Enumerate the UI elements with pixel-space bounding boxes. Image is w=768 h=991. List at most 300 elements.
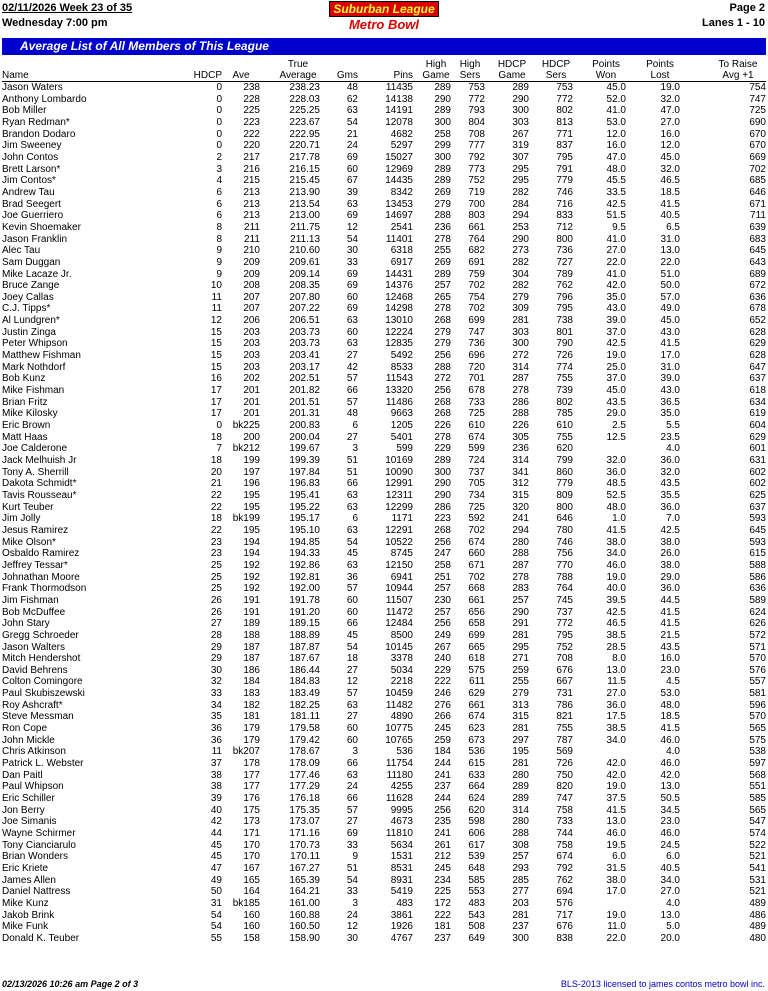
cell-hdcp-sers: 674 [556, 851, 573, 863]
cell-pins: 536 [396, 746, 413, 758]
table-row [2, 886, 766, 898]
cell-true-average: 160.50 [289, 921, 320, 933]
cell-points-lost: 23.0 [660, 816, 680, 828]
cell-points-won: 19.0 [606, 909, 626, 921]
cell-high-sers: 656 [468, 606, 485, 618]
cell-hdcp-game: 315 [512, 711, 529, 723]
table-row [2, 478, 766, 490]
cell-points-won: 11.5 [607, 676, 626, 688]
cell-name: Colton Comingore [2, 676, 83, 688]
cell-high-sers: 649 [468, 932, 485, 944]
table-row [2, 642, 766, 654]
cell-true-average: 200.83 [289, 420, 320, 432]
cell-gms: 54 [346, 233, 358, 245]
cell-high-sers: 618 [468, 653, 485, 665]
cell-hdcp-game: 195 [512, 746, 529, 758]
cell-high-game: 272 [434, 373, 451, 385]
cell-pins: 15027 [385, 151, 413, 163]
cell-to-raise-avg: 631 [749, 455, 766, 466]
cell-high-sers: 623 [468, 723, 485, 735]
cell-name: Kevin Shoemaker [2, 221, 81, 233]
cell-gms: 24 [346, 909, 358, 921]
cell-high-game: 279 [434, 326, 451, 338]
cell-hdcp-sers: 786 [556, 699, 573, 711]
cell-hdcp-game: 288 [512, 408, 529, 420]
cell-ave: 215 [243, 175, 260, 187]
cell-gms: 54 [346, 116, 358, 128]
cell-high-game: 241 [434, 828, 451, 839]
cell-hdcp: 11 [211, 291, 222, 303]
cell-to-raise-avg: 571 [749, 641, 766, 653]
cell-ave: 192 [243, 559, 260, 571]
col-header-high-game-label: High Game [422, 59, 450, 81]
cell-name: Mark Nothdorf [2, 361, 66, 373]
cell-points-won: 13.0 [606, 664, 626, 676]
cell-hdcp-game: 281 [512, 629, 529, 641]
report-date-week: 02/11/2026 Week 23 of 35 [2, 2, 133, 14]
cell-gms: 24 [346, 140, 358, 152]
cell-pins: 8531 [390, 862, 413, 874]
cell-hdcp-game: 277 [512, 886, 529, 898]
cell-points-lost: 38.0 [660, 559, 680, 571]
cell-hdcp-game: 315 [512, 489, 529, 501]
cell-points-won: 39.0 [606, 315, 626, 327]
cell-name: Frank Thormodson [2, 583, 87, 595]
cell-true-average: 200.04 [289, 431, 320, 443]
cell-points-won: 42.5 [606, 198, 626, 210]
cell-true-average: 179.42 [289, 734, 320, 746]
cell-points-lost: 41.5 [660, 618, 680, 630]
cell-hdcp-game: 314 [512, 361, 529, 373]
cell-pins: 11180 [386, 769, 413, 781]
cell-to-raise-avg: 565 [749, 723, 766, 735]
cell-true-average: 160.88 [289, 909, 320, 921]
cell-gms: 21 [346, 128, 358, 140]
cell-high-game: 261 [434, 839, 451, 851]
cell-name: Al Lundgren* [2, 315, 60, 327]
cell-points-lost: 36.0 [660, 501, 680, 513]
cell-points-lost: 46.0 [660, 734, 680, 746]
cell-name: Jason Walters [2, 641, 65, 653]
cell-hdcp: 21 [210, 478, 222, 490]
cell-high-sers: 629 [468, 688, 485, 700]
cell-to-raise-avg: 541 [749, 862, 766, 874]
cell-ave: 182 [243, 699, 260, 711]
cell-high-game: 245 [434, 862, 451, 874]
cell-ave: 211 [244, 221, 260, 233]
table-row [2, 385, 766, 397]
cell-pins: 14376 [385, 280, 413, 292]
cell-hdcp-game: 286 [512, 396, 529, 408]
cell-to-raise-avg: 521 [749, 886, 766, 898]
cell-points-lost: 19.0 [660, 82, 680, 93]
cell-points-won: 8.0 [612, 653, 626, 665]
cell-true-average: 165.39 [289, 874, 320, 886]
cell-to-raise-avg: 725 [749, 105, 766, 117]
cell-hdcp-sers: 770 [556, 559, 573, 571]
cell-hdcp: 37 [210, 758, 222, 770]
cell-hdcp-game: 237 [512, 921, 529, 933]
cell-pins: 11472 [385, 606, 413, 618]
cell-gms: 60 [346, 723, 358, 735]
cell-high-sers: 610 [468, 420, 485, 432]
cell-to-raise-avg: 645 [749, 524, 766, 536]
cell-points-won: 17.5 [606, 711, 626, 723]
cell-ave: 196 [243, 478, 260, 490]
table-row [2, 735, 766, 747]
cell-ave: 210 [243, 245, 260, 257]
cell-points-lost: 36.0 [660, 455, 680, 466]
table-row [2, 175, 766, 187]
cell-name: Mike Funk [2, 921, 49, 933]
cell-points-won: 48.0 [606, 163, 626, 175]
cell-ave: 201 [243, 396, 260, 408]
cell-to-raise-avg: 597 [749, 758, 766, 770]
table-row [2, 793, 766, 805]
cell-name: John Stary [2, 618, 50, 630]
cell-high-game: 256 [434, 385, 451, 397]
cell-hdcp-sers: 755 [556, 723, 573, 735]
cell-points-lost: 35.5 [660, 489, 680, 501]
cell-high-sers: 702 [468, 571, 485, 583]
cell-true-average: 225.25 [289, 105, 320, 117]
cell-pins: 8745 [390, 548, 413, 560]
cell-gms: 27 [346, 431, 358, 443]
cell-hdcp-sers: 780 [556, 524, 573, 536]
cell-gms: 57 [346, 804, 358, 816]
cell-gms: 69 [346, 268, 358, 280]
cell-points-won: 41.0 [606, 268, 626, 280]
cell-high-game: 269 [434, 256, 451, 268]
cell-pins: 9663 [390, 408, 413, 420]
cell-hdcp: 31 [210, 897, 222, 909]
cell-ave: 207 [243, 303, 260, 315]
cell-points-won: 43.0 [606, 303, 626, 315]
cell-to-raise-avg: 486 [749, 909, 766, 921]
cell-points-won: 38.0 [606, 874, 626, 886]
cell-points-lost: 32.0 [660, 93, 680, 105]
cell-name: Matt Haas [2, 431, 48, 443]
cell-ave: 217 [243, 151, 260, 163]
cell-hdcp-game: 203 [512, 897, 529, 909]
cell-hdcp: 18 [210, 431, 222, 443]
cell-ave: 187 [243, 653, 260, 665]
cell-to-raise-avg: 618 [749, 385, 766, 397]
cell-hdcp: 36 [210, 723, 222, 735]
cell-true-average: 195.41 [289, 489, 320, 501]
cell-to-raise-avg: 522 [749, 839, 766, 851]
cell-pins: 6941 [390, 571, 413, 583]
cell-true-average: 170.11 [290, 851, 320, 863]
cell-points-lost: 46.5 [660, 175, 680, 187]
cell-true-average: 210.60 [289, 245, 320, 257]
cell-hdcp: 17 [210, 408, 222, 420]
cell-gms: 42 [346, 361, 358, 373]
cell-gms: 63 [346, 524, 358, 536]
cell-hdcp-sers: 756 [556, 548, 573, 560]
cell-high-game: 266 [434, 711, 451, 723]
table-row [2, 420, 766, 432]
cell-hdcp-sers: 727 [556, 256, 573, 268]
cell-hdcp-game: 313 [512, 699, 529, 711]
cell-hdcp-sers: 795 [556, 303, 573, 315]
cell-pins: 11754 [385, 758, 413, 770]
cell-gms: 60 [346, 163, 358, 175]
cell-high-sers: 543 [468, 909, 485, 921]
cell-hdcp-game: 267 [512, 128, 529, 140]
cell-ave: 173 [243, 816, 260, 828]
cell-true-average: 177.46 [289, 769, 320, 781]
cell-ave: 192 [243, 583, 260, 595]
cell-high-game: 268 [434, 396, 451, 408]
cell-name: John Contos [2, 151, 59, 163]
cell-points-lost: 41.5 [660, 338, 680, 350]
cell-ave: 197 [243, 466, 260, 478]
cell-to-raise-avg: 639 [749, 221, 766, 233]
cell-hdcp: 42 [210, 816, 222, 828]
cell-high-sers: 804 [468, 116, 485, 128]
cell-gms: 45 [346, 629, 358, 641]
cell-true-average: 207.80 [289, 291, 320, 303]
cell-hdcp-sers: 833 [556, 210, 573, 222]
cell-hdcp-game: 300 [512, 338, 529, 350]
cell-hdcp-sers: 779 [556, 175, 573, 187]
cell-hdcp: 45 [210, 839, 222, 851]
cell-pins: 11810 [385, 828, 413, 839]
cell-gms: 63 [346, 198, 358, 210]
cell-to-raise-avg: 636 [749, 583, 766, 595]
cell-high-game: 234 [434, 874, 451, 886]
table-row [2, 840, 766, 852]
cell-hdcp-game: 290 [512, 93, 529, 105]
cell-name: Brad Seegert [2, 198, 61, 210]
cell-points-lost: 13.0 [660, 781, 680, 793]
cell-points-lost: 35.0 [660, 408, 680, 420]
cell-ave: 189 [243, 618, 260, 630]
cell-pins: 5297 [390, 140, 413, 152]
cell-high-sers: 665 [468, 641, 485, 653]
cell-hdcp-sers: 809 [556, 489, 573, 501]
cell-hdcp-sers: 860 [556, 466, 573, 478]
cell-gms: 36 [346, 571, 358, 583]
cell-pins: 10090 [385, 466, 413, 478]
cell-name: Mitch Hendershot [2, 653, 81, 665]
col-header-ave: Ave [222, 59, 260, 82]
cell-hdcp: 0 [216, 140, 222, 152]
cell-points-lost: 43.0 [660, 326, 680, 338]
cell-ave: 177 [243, 769, 260, 781]
cell-true-average: 182.25 [289, 699, 320, 711]
cell-gms: 67 [346, 175, 358, 187]
cell-hdcp-sers: 796 [556, 291, 573, 303]
cell-points-won: 45.0 [606, 82, 626, 93]
cell-true-average: 195.22 [289, 501, 320, 513]
cell-ave: 238 [243, 82, 260, 93]
cell-hdcp-sers: 667 [556, 676, 573, 688]
cell-ave: 209 [243, 268, 260, 280]
cell-high-sers: 803 [468, 210, 485, 222]
cell-gms: 6 [352, 420, 358, 432]
cell-gms: 30 [346, 932, 358, 944]
cell-true-average: 192.00 [289, 583, 320, 595]
cell-true-average: 188.89 [289, 629, 320, 641]
cell-points-won: 51.5 [606, 210, 626, 222]
cell-ave: 208 [243, 280, 260, 292]
cell-name: Peter Whipson [2, 338, 68, 350]
cell-gms: 63 [346, 105, 358, 117]
cell-to-raise-avg: 593 [749, 513, 766, 525]
cell-high-sers: 691 [468, 256, 485, 268]
cell-high-game: 226 [434, 420, 451, 432]
cell-points-won [573, 898, 626, 910]
cell-name: Osbaldo Ramirez [2, 548, 80, 560]
cell-points-lost: 43.5 [660, 478, 680, 490]
cell-true-average: 203.17 [289, 361, 320, 373]
cell-high-sers: 598 [468, 816, 485, 828]
cell-high-sers: 674 [468, 711, 485, 723]
cell-pins: 10169 [385, 455, 413, 466]
cell-high-game: 222 [434, 909, 451, 921]
cell-true-average: 213.54 [289, 198, 320, 210]
cell-pins: 12291 [385, 524, 413, 536]
cell-high-sers: 752 [468, 175, 485, 187]
cell-hdcp: 33 [210, 688, 222, 700]
cell-gms: 69 [346, 151, 358, 163]
cell-true-average: 215.45 [289, 175, 320, 187]
cell-hdcp: 38 [210, 769, 222, 781]
cell-true-average: 211.75 [290, 221, 320, 233]
cell-to-raise-avg: 624 [749, 606, 766, 618]
cell-true-average: 213.00 [289, 210, 320, 222]
cell-pins: 483 [396, 897, 413, 909]
cell-true-average: 208.35 [289, 280, 320, 292]
cell-points-lost: 21.5 [660, 629, 680, 641]
cell-ave: 201 [243, 408, 260, 420]
cell-high-sers: 747 [468, 326, 485, 338]
cell-hdcp-game: 281 [512, 723, 529, 735]
col-header-hdcp-game [485, 59, 529, 82]
cell-high-game: 288 [434, 210, 451, 222]
cell-points-lost: 46.0 [660, 828, 680, 839]
cell-points-won: 37.0 [606, 373, 626, 385]
cell-gms: 51 [346, 466, 358, 478]
cell-high-game: 240 [434, 653, 451, 665]
cell-high-game: 184 [434, 746, 451, 758]
cell-name: Mike Kunz [2, 897, 49, 909]
cell-high-game: 245 [434, 723, 451, 735]
cell-to-raise-avg: 636 [749, 291, 766, 303]
cell-ave: 183 [243, 688, 260, 700]
table-row [2, 105, 766, 117]
cell-pins: 5634 [390, 839, 413, 851]
cell-high-sers: 674 [468, 536, 485, 548]
cell-points-lost: 6.5 [666, 221, 680, 233]
cell-hdcp: 25 [210, 559, 222, 571]
cell-points-won: 42.0 [606, 769, 626, 781]
cell-hdcp-game: 255 [512, 676, 529, 688]
cell-name: Johnathan Moore [2, 571, 80, 583]
cell-points-won: 12.5 [606, 431, 626, 443]
cell-high-sers: 648 [468, 862, 485, 874]
table-row [2, 513, 766, 525]
cell-hdcp-game: 289 [512, 781, 529, 793]
cell-hdcp-sers: 739 [556, 385, 573, 397]
cell-hdcp-sers: 733 [556, 816, 573, 828]
cell-true-average: 209.14 [289, 268, 320, 280]
cell-true-average: 201.31 [289, 408, 320, 420]
cell-name: Matthew Fishman [2, 350, 81, 362]
cell-points-won: 52.5 [606, 489, 626, 501]
cell-points-lost: 41.5 [660, 606, 680, 618]
cell-high-sers: 674 [468, 431, 485, 443]
cell-hdcp-sers: 716 [556, 198, 573, 210]
cell-ave: 201 [243, 385, 260, 397]
cell-hdcp: 0 [216, 105, 222, 117]
cell-points-won: 33.5 [606, 186, 626, 198]
cell-pins: 8342 [390, 186, 413, 198]
cell-high-sers: 673 [468, 734, 485, 746]
cell-high-game: 279 [434, 198, 451, 210]
cell-pins: 10944 [385, 583, 413, 595]
cell-high-game: 289 [434, 163, 451, 175]
cell-points-won: 9.5 [612, 221, 626, 233]
cell-gms: 57 [346, 583, 358, 595]
cell-ave: 223 [243, 116, 260, 128]
cell-points-lost: 4.0 [666, 443, 680, 455]
cell-hdcp-sers: 762 [556, 874, 573, 886]
col-header-name: Name [2, 59, 160, 82]
table-row [2, 618, 766, 630]
cell-name: Dakota Schmidt* [2, 478, 77, 490]
cell-points-won: 32.0 [606, 455, 626, 466]
cell-pins: 12484 [385, 618, 413, 630]
table-row [2, 117, 766, 129]
cell-pins: 5034 [390, 664, 413, 676]
cell-high-sers: 777 [468, 140, 485, 152]
table-row [2, 443, 766, 455]
cell-name: David Behrens [2, 664, 68, 676]
cell-to-raise-avg: 711 [750, 210, 766, 222]
cell-points-lost: 6.0 [666, 851, 680, 863]
cell-hdcp-sers: 737 [556, 606, 573, 618]
cell-hdcp-game: 278 [512, 571, 529, 583]
table-row [2, 548, 766, 560]
cell-ave: 179 [243, 734, 260, 746]
cell-ave: 199 [243, 455, 260, 466]
cell-hdcp-game: 280 [512, 536, 529, 548]
cell-high-sers: 736 [468, 338, 485, 350]
cell-points-lost: 13.0 [660, 245, 680, 257]
col-header-to-raise-avg-label: To Raise Avg +1 [718, 59, 758, 81]
report-day-time: Wednesday 7:00 pm [2, 17, 108, 29]
cell-to-raise-avg: 570 [749, 653, 766, 665]
cell-points-won: 16.0 [606, 140, 626, 152]
cell-to-raise-avg: 647 [749, 361, 766, 373]
cell-hdcp-sers: 708 [556, 653, 573, 665]
cell-name: Mike Lacaze Jr. [2, 268, 72, 280]
cell-high-game: 249 [434, 629, 451, 641]
cell-name: Jason Franklin [2, 233, 68, 245]
table-row [2, 315, 766, 327]
cell-gms: 12 [346, 676, 358, 688]
cell-hdcp-game: 303 [512, 116, 529, 128]
cell-points-won: 42.0 [606, 280, 626, 292]
average-list-table [2, 59, 766, 945]
table-row [2, 199, 766, 211]
cell-high-game: 257 [434, 606, 451, 618]
table-header-row [2, 59, 766, 82]
cell-to-raise-avg: 589 [749, 594, 766, 606]
